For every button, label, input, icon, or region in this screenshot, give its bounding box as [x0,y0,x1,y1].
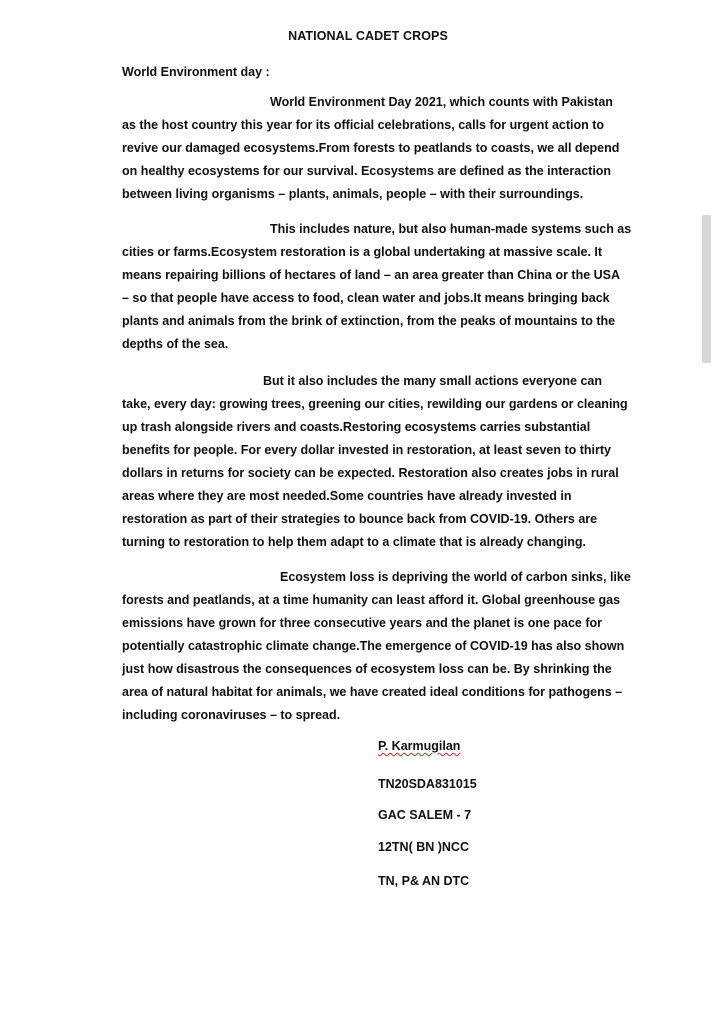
paragraph-line: But it also includes the many small actions everyone can [263,374,603,388]
paragraph-2 [122,218,642,356]
paragraph-line: benefits for people. For every dollar invested in restoration, at least seven to thirty [122,443,612,457]
paragraph-line: dollars in returns for society can be expected. Restoration also creates jobs in rural [122,466,619,480]
signature-name [378,739,460,753]
signature-directorate: TN, P& AN DTC [378,874,470,888]
signature-name-text: P. Karmugilan [378,739,461,753]
paragraph-line: cities or farms.Ecosystem restoration is a global undertaking at massive scale. It [122,245,603,259]
vertical-scrollbar[interactable] [702,215,711,363]
paragraph-line: forests and peatlands, at a time humanity can least afford it. Global greenhouse gas [122,593,621,607]
paragraph-line: as the host country this year for its official celebrations, calls for urgent action to [122,118,605,132]
paragraph-line: area of natural habitat for animals, we have created ideal conditions for pathogens – [122,685,623,699]
paragraph-line: – so that people have access to food, clean water and jobs.It means bringing back [122,291,610,305]
paragraph-3 [122,370,642,554]
paragraph-line: revive our damaged ecosystems.From forests to peatlands to coasts, we all depend [122,141,620,155]
paragraph-line: on healthy ecosystems for our survival. Ecosystems are defined as the interaction [122,164,612,178]
paragraph-line: World Environment Day 2021, which counts with Pakistan [270,95,613,109]
paragraph-line: up trash alongside rivers and coasts.Restoring ecosystems carries substantial [122,420,591,434]
paragraph-line: Ecosystem loss is depriving the world of carbon sinks, like [280,570,631,584]
paragraph-4 [122,566,642,727]
paragraph-line: emissions have grown for three consecutive years and the planet is one pace for [122,616,603,630]
document-subtitle: World Environment day : [122,65,270,79]
paragraph-line: turning to restoration to help them adapt to a climate that is already changing. [122,535,586,549]
paragraph-line: just how disastrous the consequences of ecosystem loss can be. By shrinking the [122,662,612,676]
document-title: NATIONAL CADET CROPS [288,29,448,43]
paragraph-1 [122,91,642,206]
paragraph-line: including coronaviruses – to spread. [122,708,341,722]
paragraph-line: restoration as part of their strategies to bounce back from COVID-19. Others are [122,512,598,526]
paragraph-line: take, every day: growing trees, greening our cities, rewilding our gardens or cleaning [122,397,628,411]
signature-college: GAC SALEM - 7 [378,808,472,822]
paragraph-line: areas where they are most needed.Some countries have already invested in [122,489,572,503]
signature-id: TN20SDA831015 [378,777,477,791]
paragraph-line: means repairing billions of hectares of land – an area greater than China or the USA [122,268,621,282]
signature-unit: 12TN( BN )NCC [378,840,469,854]
paragraph-line: This includes nature, but also human-made systems such as [270,222,632,236]
paragraph-line: between living organisms – plants, animals, people – with their surroundings. [122,187,584,201]
paragraph-line: plants and animals from the brink of extinction, from the peaks of mountains to the [122,314,616,328]
paragraph-line: depths of the sea. [122,337,229,351]
paragraph-line: potentially catastrophic climate change.The emergence of COVID-19 has also shown [122,639,625,653]
